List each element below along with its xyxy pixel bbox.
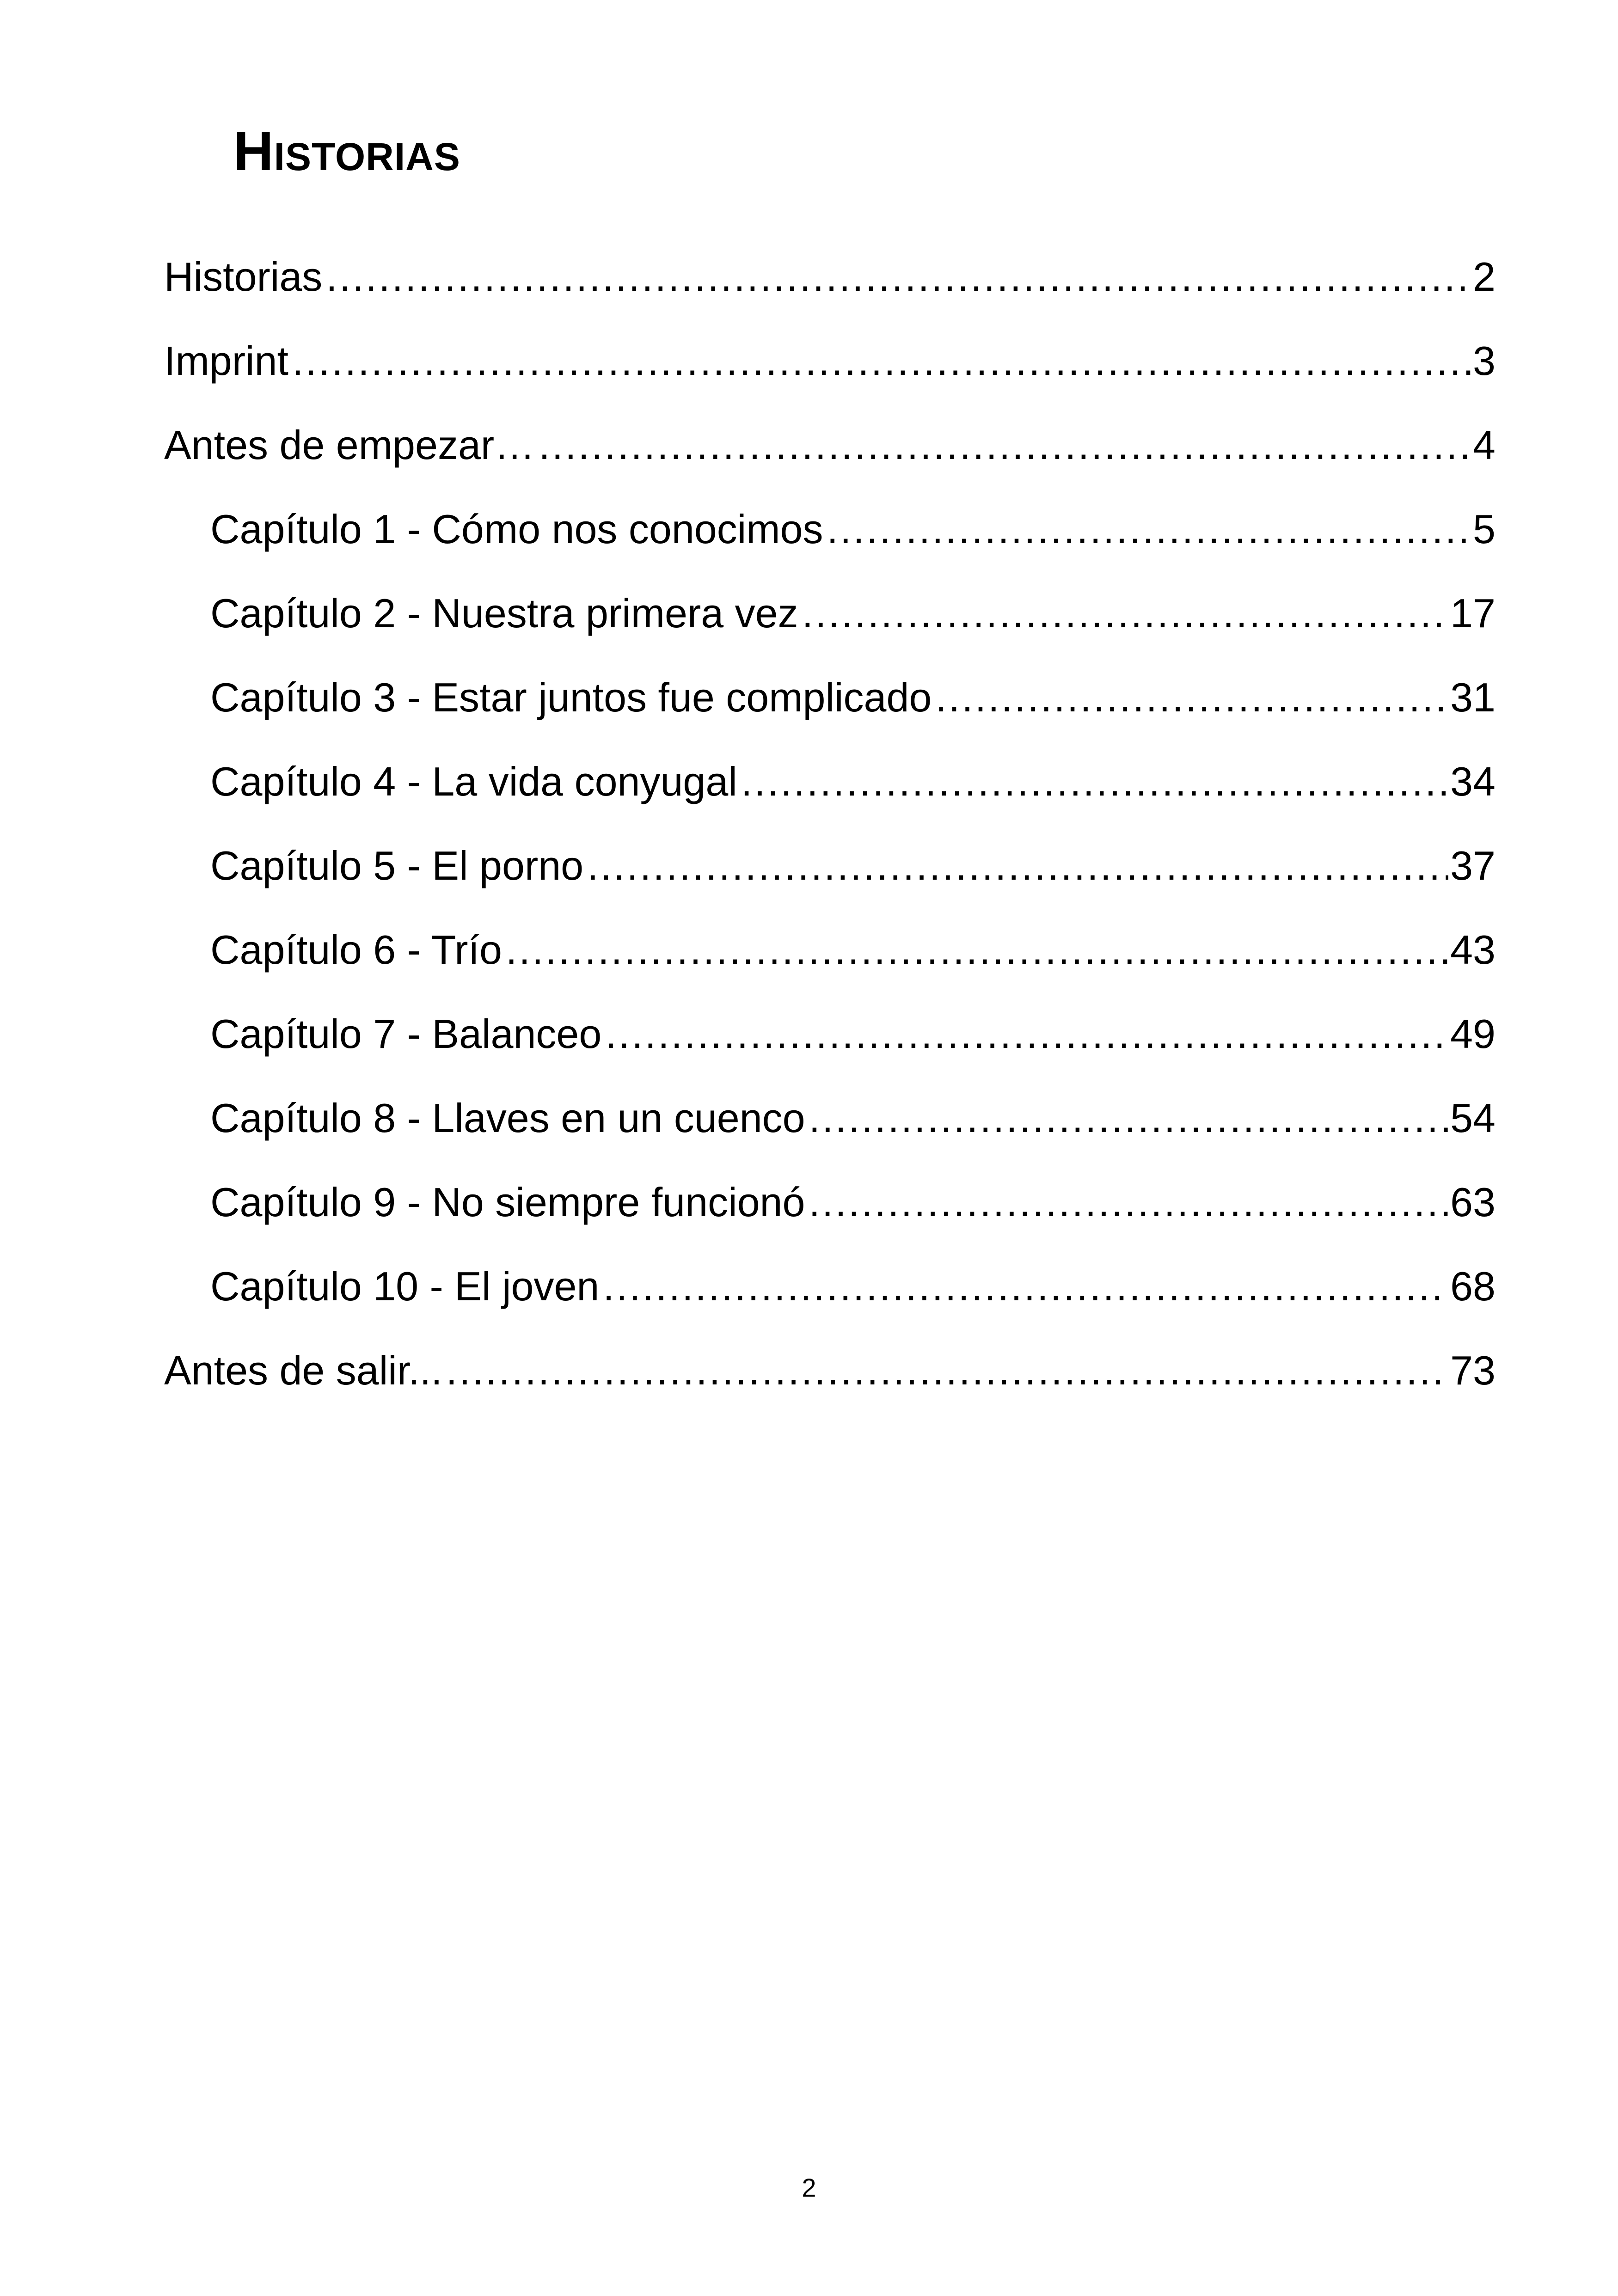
table-of-contents <box>164 257 1495 1434</box>
toc-entry-page: 49 <box>1450 1014 1495 1057</box>
toc-entry-capitulo-4[interactable] <box>164 761 1495 845</box>
toc-dot-leader <box>587 845 1448 886</box>
toc-entry-capitulo-10[interactable] <box>164 1266 1495 1350</box>
toc-entry-title: Antes de salir... <box>164 1350 442 1393</box>
toc-dot-leader <box>446 1350 1448 1391</box>
toc-entry-title: Capítulo 7 - Balanceo <box>210 1014 602 1057</box>
toc-entry-capitulo-5[interactable] <box>164 845 1495 930</box>
toc-entry-capitulo-3[interactable] <box>164 677 1495 761</box>
toc-entry-page: 4 <box>1473 425 1495 468</box>
toc-entry-page: 54 <box>1450 1098 1495 1141</box>
toc-dot-leader <box>605 1014 1448 1054</box>
toc-dot-leader <box>326 257 1471 297</box>
toc-entry-antes-de-empezar[interactable] <box>164 425 1495 509</box>
toc-dot-leader <box>506 930 1448 970</box>
toc-entry-imprint[interactable] <box>164 341 1495 425</box>
toc-entry-capitulo-1[interactable] <box>164 509 1495 593</box>
toc-entry-title: Capítulo 2 - Nuestra primera vez <box>210 593 798 636</box>
toc-entry-title: Antes de empezar… <box>164 425 535 468</box>
toc-entry-page: 43 <box>1450 930 1495 973</box>
toc-entry-title: Capítulo 10 - El joven <box>210 1266 600 1309</box>
page-number: 2 <box>802 2173 816 2202</box>
toc-dot-leader <box>292 341 1471 381</box>
toc-entry-capitulo-6[interactable] <box>164 930 1495 1014</box>
toc-entry-capitulo-7[interactable] <box>164 1014 1495 1098</box>
toc-entry-capitulo-2[interactable] <box>164 593 1495 677</box>
toc-dot-leader <box>827 509 1471 550</box>
toc-entry-title: Capítulo 6 - Trío <box>210 930 502 973</box>
toc-dot-leader <box>741 761 1448 802</box>
toc-dot-leader <box>539 425 1471 465</box>
toc-dot-leader <box>935 677 1448 718</box>
toc-entry-page: 73 <box>1450 1350 1495 1393</box>
toc-entry-page: 2 <box>1473 257 1495 300</box>
toc-entry-page: 5 <box>1473 509 1495 552</box>
toc-entry-capitulo-8[interactable] <box>164 1098 1495 1182</box>
toc-dot-leader <box>809 1098 1448 1139</box>
toc-entry-page: 34 <box>1450 761 1495 804</box>
toc-dot-leader <box>603 1266 1448 1307</box>
toc-entry-page: 68 <box>1450 1266 1495 1309</box>
toc-entry-title: Capítulo 3 - Estar juntos fue complicado <box>210 677 932 720</box>
toc-entry-title: Capítulo 1 - Cómo nos conocimos <box>210 509 823 552</box>
toc-entry-page: 37 <box>1450 845 1495 888</box>
toc-entry-title: Capítulo 9 - No siempre funcionó <box>210 1182 805 1225</box>
toc-entry-antes-de-salir[interactable] <box>164 1350 1495 1434</box>
toc-entry-title: Capítulo 8 - Llaves en un cuenco <box>210 1098 805 1141</box>
toc-heading: Historias <box>233 120 460 182</box>
toc-dot-leader <box>809 1182 1448 1223</box>
toc-entry-page: 63 <box>1450 1182 1495 1225</box>
toc-dot-leader <box>802 593 1448 634</box>
toc-entry-title: Imprint <box>164 341 288 384</box>
toc-entry-historias[interactable] <box>164 257 1495 341</box>
toc-entry-title: Capítulo 4 - La vida conyugal <box>210 761 737 804</box>
toc-entry-page: 17 <box>1450 593 1495 636</box>
toc-entry-capitulo-9[interactable] <box>164 1182 1495 1266</box>
toc-entry-title: Historias <box>164 257 323 300</box>
toc-entry-title: Capítulo 5 - El porno <box>210 845 584 888</box>
toc-entry-page: 3 <box>1473 341 1495 384</box>
toc-entry-page: 31 <box>1450 677 1495 720</box>
